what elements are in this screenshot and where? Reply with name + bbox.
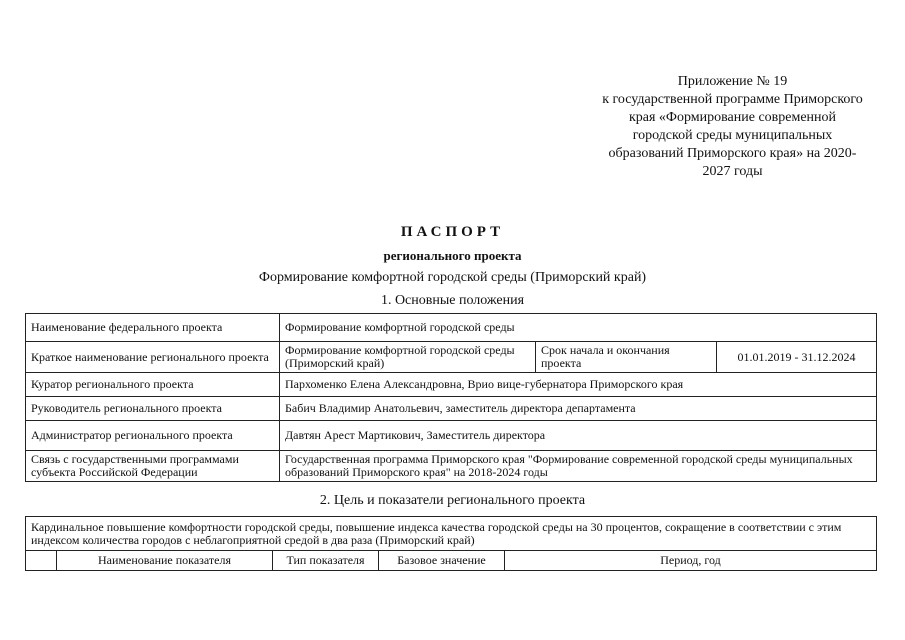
annex-number: Приложение № 19 <box>677 74 788 89</box>
basics-table <box>25 313 877 482</box>
administrator-value: Давтян Арест Мартикович, Заместитель директора <box>280 421 877 451</box>
short-name-value: Формирование комфортной городской среды (Приморский край) <box>280 342 536 373</box>
table-row <box>26 421 877 451</box>
federal-project-value: Формирование комфортной городской среды <box>280 314 877 342</box>
table-row <box>26 342 877 373</box>
goal-text: Кардинальное повышение комфортности городской среды, повышение индекса качества городской среды на 30 процентов, сокращение в соответствии с этим индексом количества городов с неблагоприятной средой в два раза (Приморский край) <box>26 517 877 551</box>
administrator-label: Администратор регионального проекта <box>26 421 280 451</box>
table-row <box>26 517 877 551</box>
section-1-heading: 1. Основные положения <box>380 293 525 308</box>
head-value: Бабич Владимир Анатольевич, заместитель директора департамента <box>280 397 877 421</box>
col-indicator-name-header: Наименование показателя <box>57 551 273 571</box>
programs-link-value: Государственная программа Приморского края "Формирование современной городской среды муниципальных образований Приморского края" на 2018-2024 годы <box>280 451 877 482</box>
head-label: Руководитель регионального проекта <box>26 397 280 421</box>
col-number-header <box>26 551 57 571</box>
period-label: Срок начала и окончания проекта <box>536 342 717 373</box>
curator-label: Куратор регионального проекта <box>26 373 280 397</box>
table-row <box>26 397 877 421</box>
col-period-header: Период, год <box>505 551 877 571</box>
table-row <box>26 551 877 571</box>
period-value: 01.01.2019 - 31.12.2024 <box>717 342 877 373</box>
col-indicator-type-header: Тип показателя <box>273 551 379 571</box>
col-base-value-header: Базовое значение <box>379 551 505 571</box>
passport-heading: ПАСПОРТ <box>400 224 505 240</box>
federal-project-label: Наименование федерального проекта <box>26 314 280 342</box>
table-row <box>26 314 877 342</box>
section-2-heading: 2. Цель и показатели регионального проекта <box>319 493 586 508</box>
annex-block <box>580 73 885 181</box>
table-row <box>26 373 877 397</box>
table-row <box>26 451 877 482</box>
short-name-label: Краткое наименование регионального проекта <box>26 342 280 373</box>
annex-reference: к государственной программе Приморского края «Формирование современной городской среды муниципальных образований Приморского края» на 2020- 2027 годы <box>602 92 863 179</box>
programs-link-label: Связь с государственными программами субъекта Российской Федерации <box>26 451 280 482</box>
curator-value: Пархоменко Елена Александровна, Врио вице-губернатора Приморского края <box>280 373 877 397</box>
passport-subtitle: регионального проекта <box>383 248 522 263</box>
goals-table <box>25 516 877 571</box>
project-name: Формирование комфортной городской среды (Приморский край) <box>258 270 647 285</box>
